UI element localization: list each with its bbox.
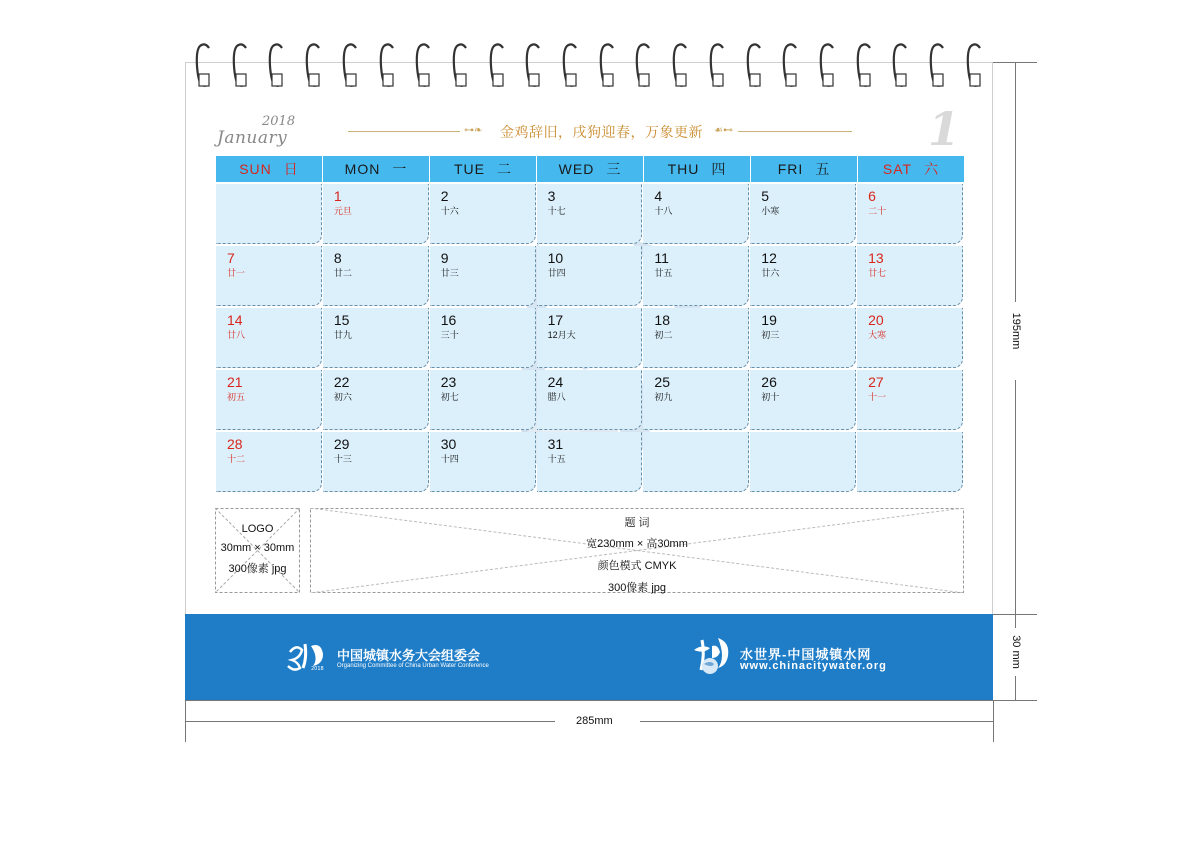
spiral-ring [746,42,764,90]
day-cell[interactable] [430,184,536,244]
inscription-resolution: 300像素 jpg [607,582,667,594]
weekday-header-sat [858,156,964,182]
spiral-ring [268,42,286,90]
day-number: 8 [333,250,342,266]
footer-height-dimension-label: 30 mm [1010,635,1022,669]
spiral-ring [562,42,580,90]
day-number: 22 [333,374,350,390]
lunar-date: 元旦 [333,206,352,216]
empty-day-cell [857,432,963,492]
weekday-en: THU [667,161,700,177]
logo-line-3: 300像素 jpg [228,563,287,575]
lunar-date: 廿三 [440,268,459,278]
day-number: 29 [333,436,350,452]
day-number: 19 [761,312,777,328]
weekday-en: TUE [454,161,485,177]
empty-day-cell [216,184,322,244]
empty-day-cell [643,432,749,492]
weekday-header-sun [216,156,323,182]
inscription-title: 题 词 [624,517,650,529]
lunar-date: 十八 [654,206,673,216]
lunar-date: 十四 [440,454,459,464]
lunar-date: 十三 [333,454,352,464]
day-number: 16 [440,312,457,328]
day-cell[interactable] [750,370,856,430]
day-number: 27 [868,374,884,390]
spiral-ring [599,42,617,90]
weekday-cn: 二 [497,161,512,177]
lunar-date: 腊八 [547,392,566,402]
month-number: 1 [928,102,961,156]
spiral-ring [342,42,360,90]
organizer-name-en: Organizing Committee of China Urban Water Conference [337,663,489,669]
weekday-header-thu [644,156,751,182]
weekday-cn: 五 [815,161,831,177]
day-number: 2 [440,188,449,204]
dimension-tick-right [993,700,994,742]
day-cell[interactable] [537,246,643,306]
width-dimension-line-right [640,721,993,722]
water-world-logo-icon [690,636,732,676]
lunar-date: 十二 [227,454,246,464]
spiral-binding [195,42,985,94]
lunar-date: 三十 [440,330,459,340]
lunar-date: 初六 [333,392,352,402]
day-cell[interactable] [430,432,536,492]
spiral-ring [782,42,800,90]
motto-banner [348,120,852,142]
lunar-date: 廿五 [654,268,673,278]
day-number: 20 [868,312,884,328]
lunar-date: 十五 [547,454,566,464]
lunar-date: 12月大 [547,330,576,340]
lunar-date: 二十 [868,206,887,216]
site-url[interactable]: www.chinacitywater.org [740,660,887,672]
logo-line-2: 30mm × 30mm [220,542,295,554]
lunar-date: 初五 [227,392,246,402]
lunar-date: 初三 [761,330,780,340]
day-cell[interactable] [323,184,429,244]
day-cell[interactable] [430,370,536,430]
spiral-ring [415,42,433,90]
day-cell[interactable] [216,432,322,492]
empty-day-cell [750,432,856,492]
day-number: 14 [227,312,243,328]
weekday-en: SUN [239,161,272,177]
day-cell[interactable] [323,246,429,306]
day-cell[interactable] [857,308,963,368]
day-number: 13 [868,250,884,266]
svg-text:2018: 2018 [311,666,324,672]
month-name-label: January [217,128,288,148]
motto-line-left [348,131,460,132]
organizer-name-cn: 中国城镇水务大会组委会 [337,648,481,663]
day-number: 7 [227,250,235,266]
spiral-ring [929,42,947,90]
weekday-cn: 日 [283,161,299,177]
day-number: 25 [654,374,670,390]
day-cell[interactable] [537,432,643,492]
lunar-date: 初九 [654,392,673,402]
day-number: 11 [654,250,669,266]
spiral-ring [966,42,984,90]
spiral-ring [305,42,323,90]
weekday-header-fri [751,156,858,182]
day-number: 9 [440,250,449,266]
spiral-ring [232,42,250,90]
spiral-ring [892,42,910,90]
site-name-cn: 水世界-中国城镇水网 [740,647,872,662]
day-number: 10 [547,250,564,266]
day-cell[interactable] [323,432,429,492]
day-number: 12 [761,250,777,266]
weekday-header-mon [323,156,430,182]
weekday-en: FRI [777,161,804,177]
lunar-date: 初十 [761,392,780,402]
lunar-date: 廿六 [761,268,780,278]
lunar-date: 初七 [440,392,459,402]
year-label: 2018 [262,114,296,129]
inscription-color-mode: 颜色模式 CMYK [597,560,677,572]
day-cell[interactable] [323,370,429,430]
motto-text: 金鸡辞旧，戌狗迎春，万象更新 [500,124,703,140]
day-cell[interactable] [216,370,322,430]
weekday-header-wed [537,156,644,182]
day-number: 5 [761,188,770,204]
width-dimension-label: 285mm [576,715,613,727]
day-cell[interactable] [857,370,963,430]
weekday-cn: 三 [606,161,622,177]
weekday-en: MON [344,161,381,177]
day-cell[interactable] [643,370,749,430]
day-number: 17 [547,312,564,328]
spiral-ring [379,42,397,90]
day-cell[interactable] [857,246,963,306]
conference-logo-icon [287,638,325,672]
lunar-date: 大寒 [868,330,887,340]
day-number: 6 [868,188,876,204]
day-cell[interactable] [537,184,643,244]
day-cell[interactable] [643,184,749,244]
spiral-ring [525,42,543,90]
day-number: 15 [333,312,350,328]
lunar-date: 十七 [547,206,566,216]
lunar-date: 廿八 [227,330,246,340]
day-number: 18 [654,312,670,328]
lunar-date: 廿四 [547,268,566,278]
motto-line-right [738,131,852,132]
day-number: 30 [440,436,457,452]
ornament-left-icon: ⊶❧ [464,125,483,136]
day-cell[interactable] [430,246,536,306]
lunar-date: 廿二 [333,268,352,278]
spiral-ring [489,42,507,90]
day-grid [216,184,964,492]
spiral-ring [635,42,653,90]
day-cell[interactable] [750,184,856,244]
day-cell[interactable] [216,308,322,368]
spiral-ring [819,42,837,90]
day-number: 26 [761,374,777,390]
day-cell[interactable] [216,246,322,306]
day-cell[interactable] [323,308,429,368]
footer-band [185,614,993,700]
day-number: 1 [333,188,342,204]
weekday-en: SAT [882,161,913,177]
width-dimension-line-left [185,721,555,722]
inscription-placeholder [310,508,964,593]
spiral-ring [709,42,727,90]
height-line-top-upper [1015,62,1016,302]
day-cell[interactable] [750,246,856,306]
day-number: 23 [440,374,457,390]
spiral-ring [856,42,874,90]
spiral-ring [452,42,470,90]
weekday-header [216,156,964,182]
height-dimension-label: 195mm [1010,312,1022,350]
logo-placeholder [215,508,300,593]
lunar-date: 十一 [868,392,887,402]
day-number: 3 [547,188,556,204]
day-cell[interactable] [537,308,643,368]
lunar-date: 廿一 [227,268,246,278]
day-number: 28 [227,436,243,452]
lunar-date: 廿七 [868,268,887,278]
weekday-en: WED [558,161,595,177]
logo-line-1: LOGO [241,523,274,535]
weekday-header-tue [430,156,537,182]
height-line-top-lower [1015,380,1016,614]
lunar-date: 小寒 [761,206,780,216]
spiral-ring [195,42,213,90]
height-tick-bottom [993,700,1037,701]
day-cell[interactable] [537,370,643,430]
day-number: 31 [547,436,564,452]
day-number: 24 [547,374,564,390]
day-cell[interactable] [643,308,749,368]
weekday-cn: 四 [711,161,727,177]
weekday-cn: 一 [392,161,408,177]
ornament-right-icon: ☙⊷ [714,125,733,136]
day-cell[interactable] [857,184,963,244]
inscription-size: 宽230mm × 高30mm [586,538,688,550]
day-number: 4 [654,188,663,204]
weekday-cn: 六 [924,161,940,177]
day-number: 21 [227,374,243,390]
spiral-ring [672,42,690,90]
lunar-date: 廿九 [333,330,352,340]
lunar-date: 十六 [440,206,459,216]
day-cell[interactable] [750,308,856,368]
day-cell[interactable] [643,246,749,306]
lunar-date: 初二 [654,330,673,340]
dimension-baseline [185,700,993,701]
day-cell[interactable] [430,308,536,368]
